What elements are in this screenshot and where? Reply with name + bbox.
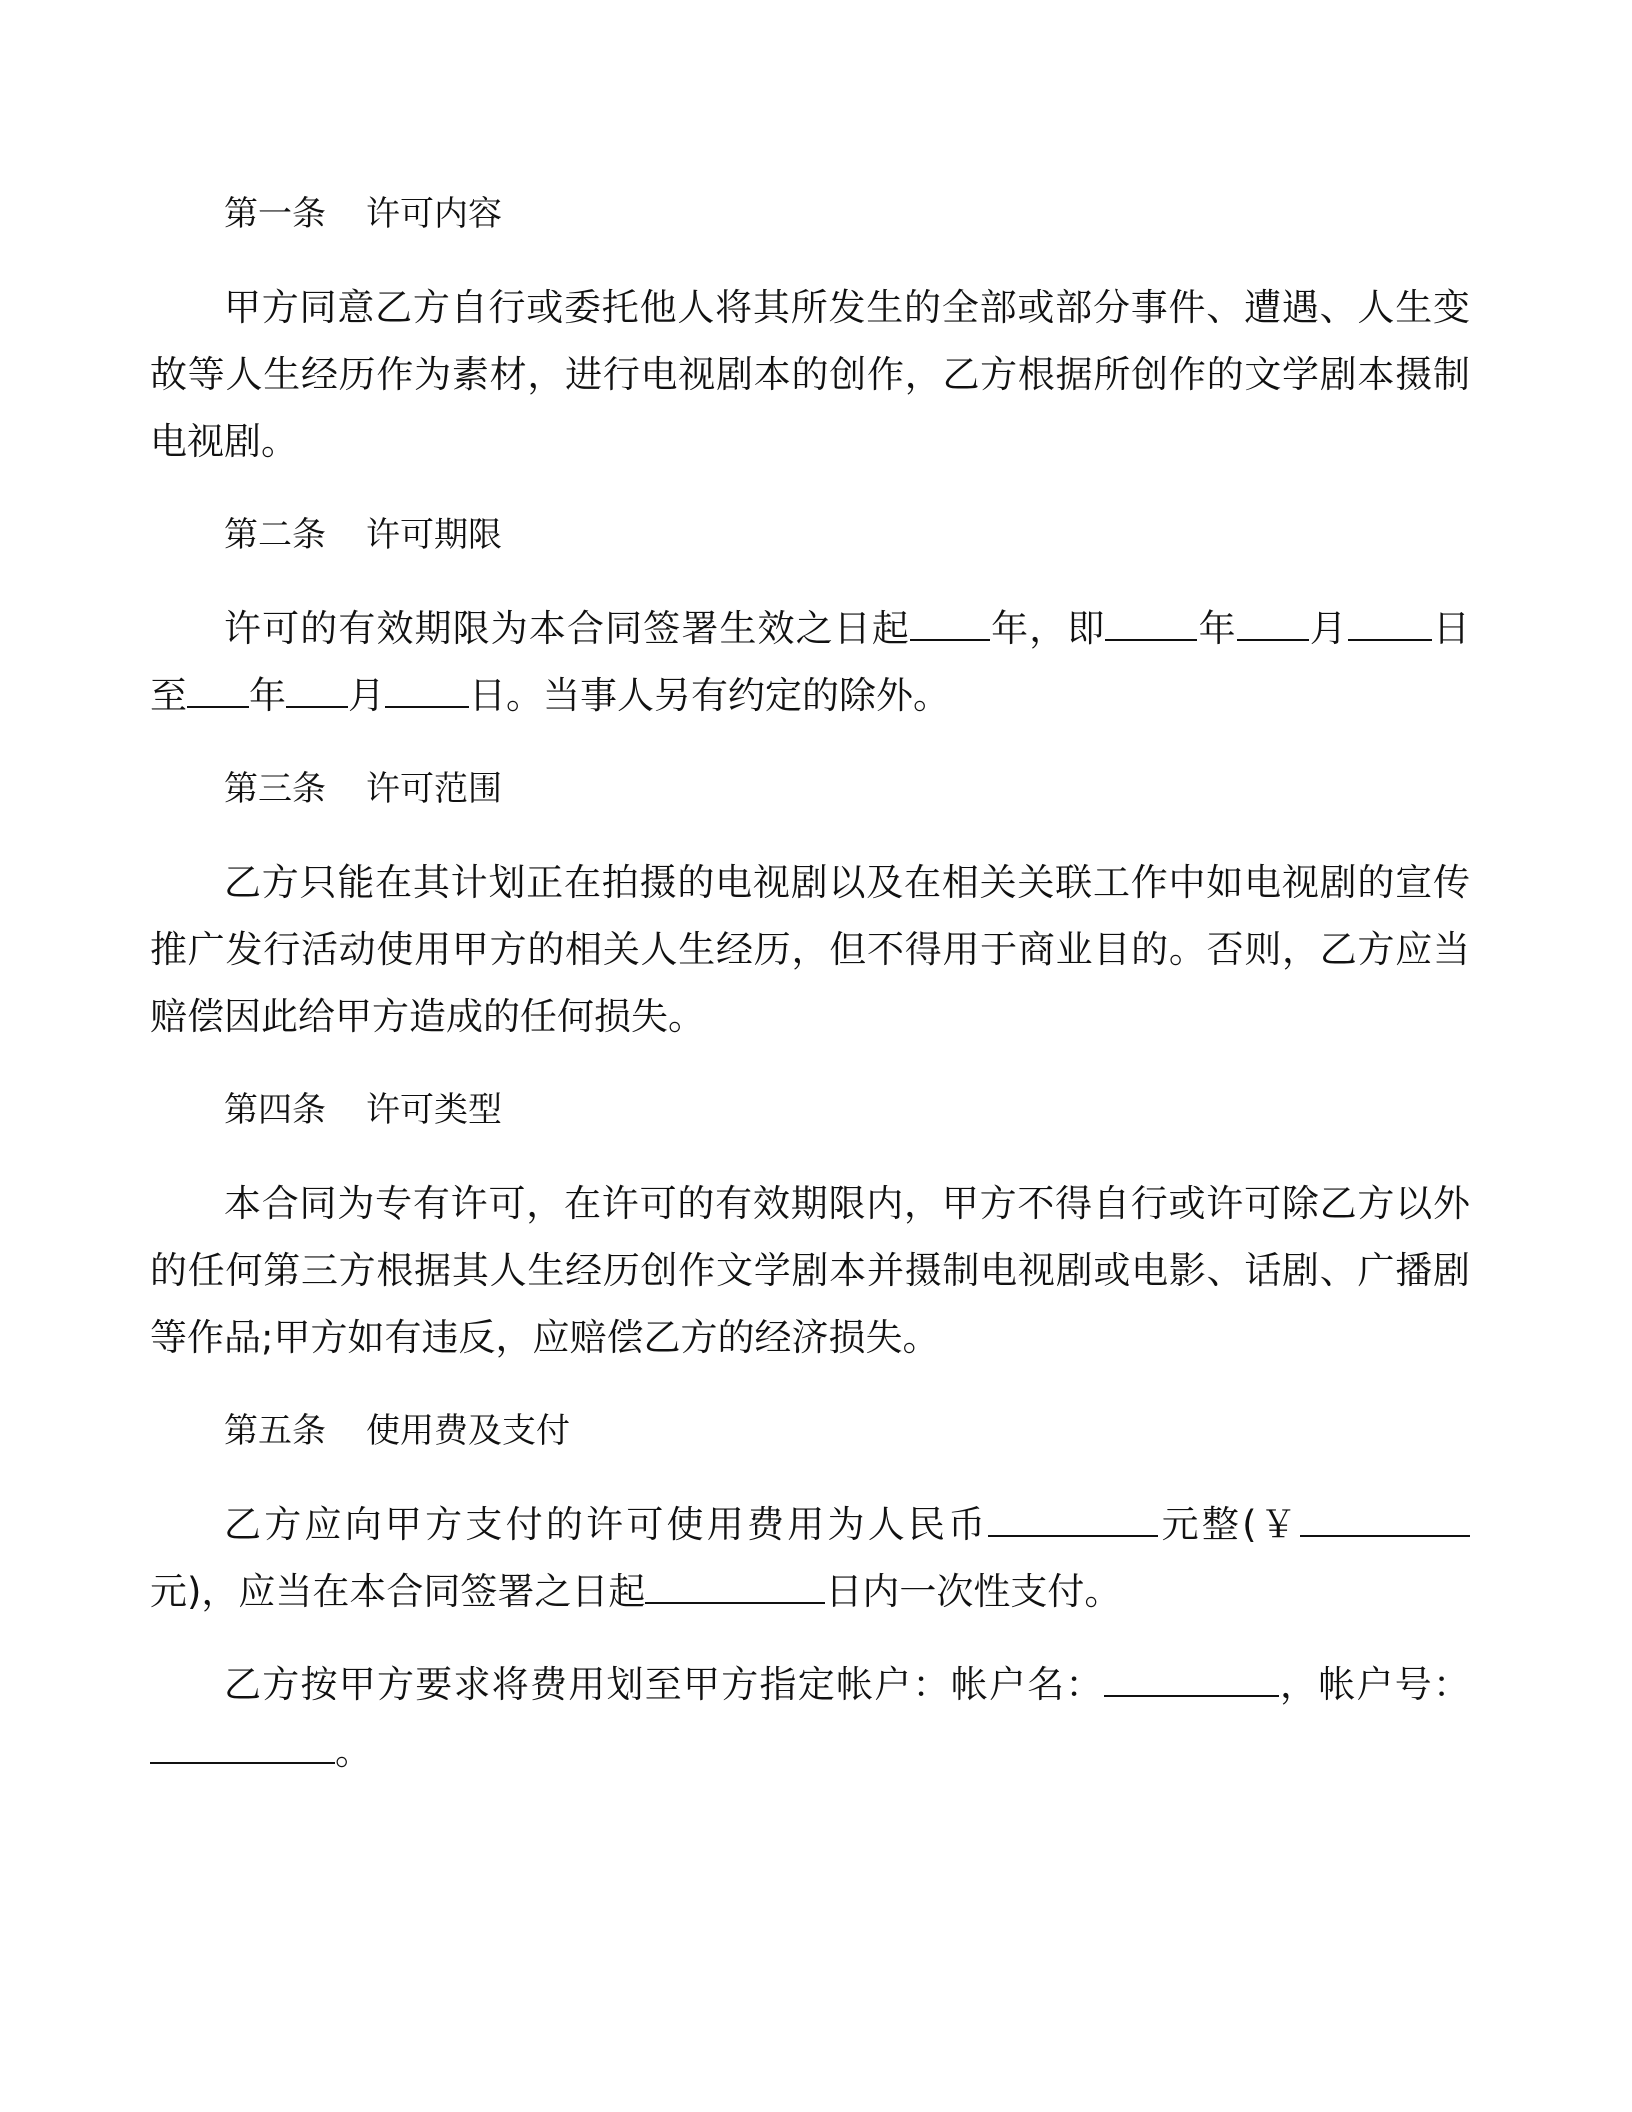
article-5-heading	[150, 1397, 1470, 1465]
paragraph-text: 年	[249, 674, 286, 717]
article-number: 第二条	[224, 515, 326, 555]
article-3-heading	[150, 755, 1470, 823]
paragraph-text: 元整(￥	[1158, 1503, 1301, 1546]
paragraph-text: 元)，应当在本合同签署之日起	[150, 1570, 646, 1613]
blank-start-day	[1348, 600, 1432, 641]
article-1-paragraph: 甲方同意乙方自行或委托他人将其所发生的全部或部分事件、遭遇、人生变故等人生经历作为素材，进行电视剧本的创作，乙方根据所创作的文学剧本摄制电视剧。	[150, 286, 1470, 463]
article-4-heading	[150, 1076, 1470, 1144]
blank-account-name	[1104, 1656, 1279, 1697]
article-2-heading	[150, 501, 1470, 569]
blank-account-number	[150, 1723, 335, 1764]
paragraph-text: 许可的有效期限为本合同签署生效之日起	[224, 607, 910, 650]
paragraph-text: ，帐户号：	[1278, 1663, 1470, 1706]
article-title: 许可范围	[366, 769, 502, 809]
paragraph-text: 日内一次性支付。	[825, 1570, 1122, 1613]
blank-years	[910, 600, 990, 641]
blank-end-day	[385, 667, 469, 708]
blank-end-month	[286, 667, 348, 708]
paragraph-text: 乙方按甲方要求将费用划至甲方指定帐户：帐户名：	[224, 1663, 1104, 1706]
blank-amount-words	[988, 1496, 1158, 1537]
article-4-paragraph: 本合同为专有许可，在许可的有效期限内，甲方不得自行或许可除乙方以外的任何第三方根据其人生经历创作文学剧本并摄制电视剧或电影、话剧、广播剧等作品;甲方如有违反，应赔偿乙方的经济损失。	[150, 1182, 1470, 1359]
article-title: 许可内容	[366, 194, 502, 234]
blank-payment-days	[645, 1563, 825, 1604]
blank-start-month	[1237, 600, 1309, 641]
article-5-payment-paragraph	[150, 1491, 1470, 1625]
article-2-paragraph	[150, 595, 1470, 729]
article-1-heading	[150, 180, 1470, 248]
article-3-paragraph: 乙方只能在其计划正在拍摄的电视剧以及在相关关联工作中如电视剧的宣传推广发行活动使用甲方的相关人生经历，但不得用于商业目的。否则，乙方应当赔偿因此给甲方造成的任何损失。	[150, 861, 1470, 1038]
paragraph-text: 年	[1197, 607, 1237, 650]
paragraph-text: 月	[348, 674, 385, 717]
article-number: 第一条	[224, 194, 326, 234]
paragraph-text: 乙方应向甲方支付的许可使用费用为人民币	[224, 1503, 989, 1546]
paragraph-text: 年，即	[990, 607, 1106, 650]
article-5-account-paragraph	[150, 1651, 1470, 1785]
article-title: 使用费及支付	[366, 1411, 570, 1451]
paragraph-text: 月	[1308, 607, 1348, 650]
article-number: 第三条	[224, 769, 326, 809]
article-title: 许可期限	[366, 515, 502, 555]
contract-page	[150, 180, 1470, 1811]
blank-start-year	[1105, 600, 1197, 641]
paragraph-text: 日。当事人另有约定的除外。	[469, 674, 950, 717]
blank-end-year	[187, 667, 249, 708]
blank-amount-number	[1300, 1496, 1470, 1537]
article-number: 第四条	[224, 1090, 326, 1130]
article-title: 许可类型	[366, 1090, 502, 1130]
paragraph-text: 日至	[150, 607, 1471, 717]
article-number: 第五条	[224, 1411, 326, 1451]
paragraph-text: 。	[335, 1730, 372, 1773]
